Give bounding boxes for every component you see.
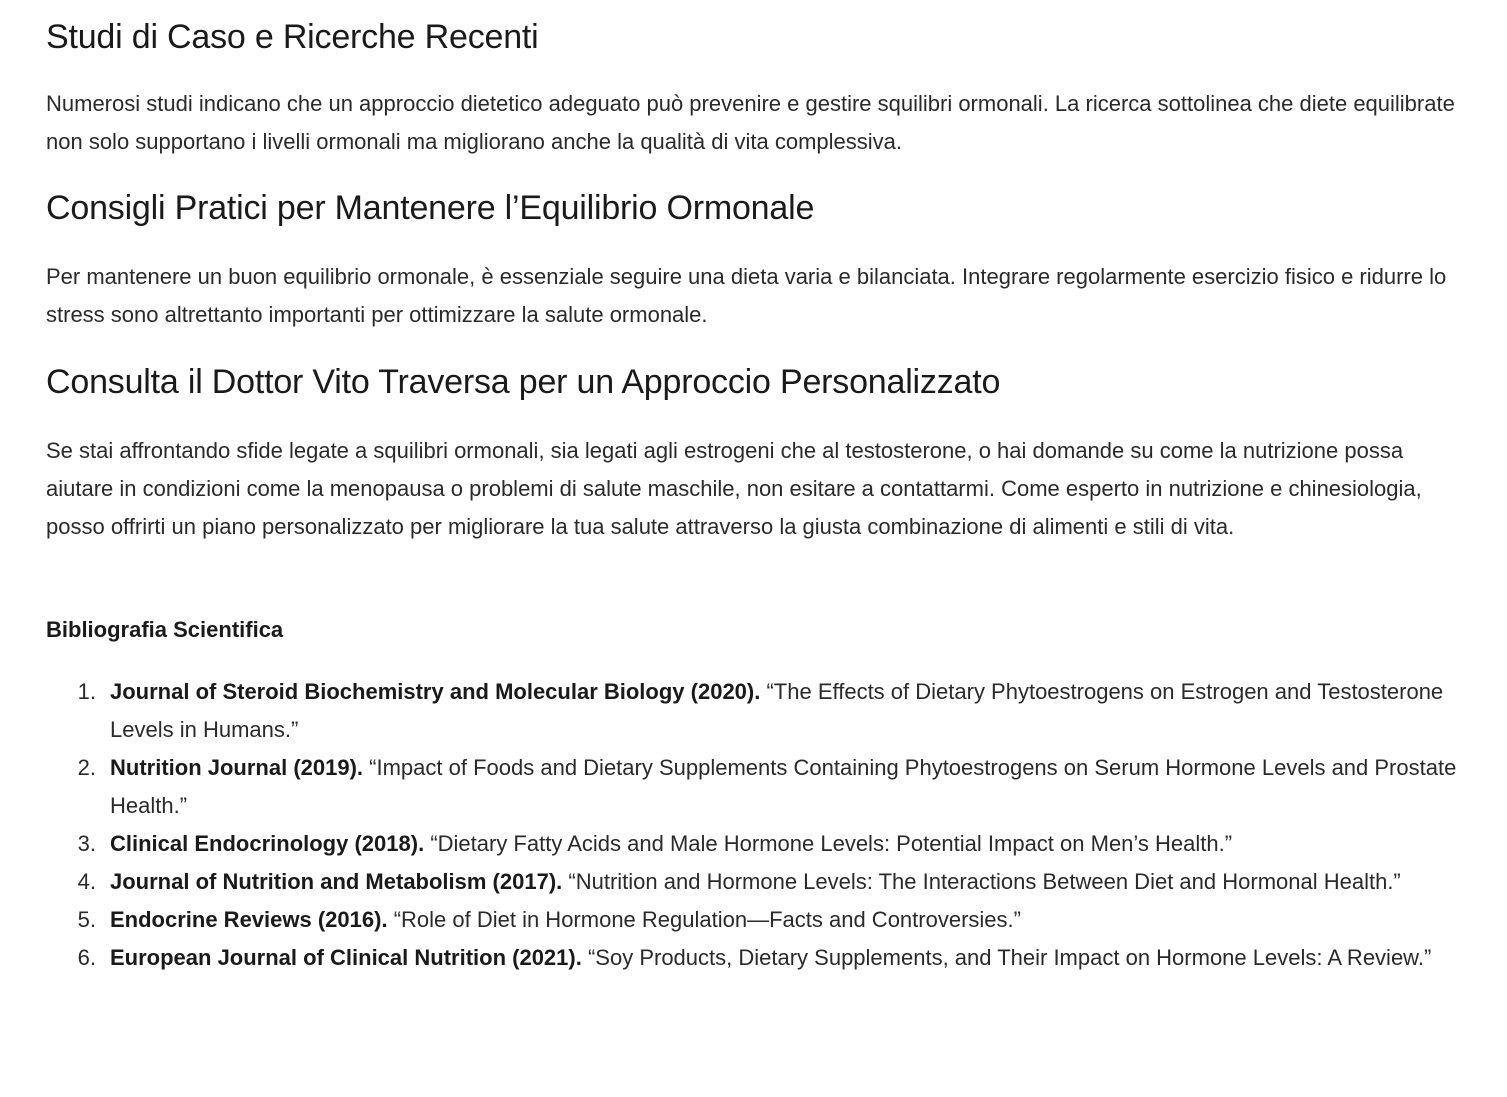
section-heading-case-studies: Studi di Caso e Ricerche Recenti [46, 18, 539, 56]
bibliography-item-number: 2. [77, 755, 96, 780]
section-body-consult-doctor: Se stai affrontando sfide legate a squilibri ormonali, sia legati agli estrogeni che al testosterone, o hai domande su come la nutrizione possa aiutare in condizioni come la menopausa o problemi di salute maschile, non esitare a contattarmi. Come esperto in nutrizione e chinesiologia, posso offrirti un piano personalizzato per migliorare la tua salute attraverso la giusta combinazione di alimenti e stili di vita. [46, 438, 1422, 539]
bibliography-title: Bibliografia Scientifica [46, 617, 284, 642]
bibliography-item [46, 939, 1467, 977]
bibliography-item-number: 5. [77, 907, 96, 932]
bibliography-item [46, 863, 1467, 901]
bibliography-item-title: “Nutrition and Hormone Levels: The Interactions Between Diet and Hormonal Health.” [568, 869, 1401, 894]
bibliography-item-source: Journal of Steroid Biochemistry and Molecular Biology (2020). [110, 679, 761, 704]
bibliography-item-number: 6. [77, 945, 96, 970]
bibliography-item [46, 825, 1467, 863]
bibliography-item-number: 3. [77, 831, 96, 856]
bibliography-item-source: European Journal of Clinical Nutrition (2021). [110, 945, 582, 970]
bibliography-item-number: 1. [77, 679, 96, 704]
bibliography-item-title: “Dietary Fatty Acids and Male Hormone Levels: Potential Impact on Men’s Health.” [430, 831, 1233, 856]
section-body-practical-tips: Per mantenere un buon equilibrio ormonale, è essenziale seguire una dieta varia e bilanciata. Integrare regolarmente esercizio fisico e ridurre lo stress sono altrettanto importanti per ottimizzare la salute ormonale. [46, 264, 1447, 327]
bibliography-item-source: Clinical Endocrinology (2018). [110, 831, 425, 856]
bibliography-item-title: “Role of Diet in Hormone Regulation—Facts and Controversies.” [393, 907, 1021, 932]
bibliography-item-title: “Soy Products, Dietary Supplements, and Their Impact on Hormone Levels: A Review.” [587, 945, 1432, 970]
section-heading-practical-tips: Consigli Pratici per Mantenere l’Equilibrio Ormonale [46, 189, 815, 227]
bibliography-item-title: “The Effects of Dietary Phytoestrogens on Estrogen and Testosterone Levels in Humans.” [110, 679, 1444, 742]
bibliography-item-source: Endocrine Reviews (2016). [110, 907, 388, 932]
bibliography-item [46, 673, 1467, 749]
bibliography-item-title: “Impact of Foods and Dietary Supplements Containing Phytoestrogens on Serum Hormone Levels and Prostate Health.” [110, 755, 1457, 818]
bibliography-item-source: Nutrition Journal (2019). [110, 755, 364, 780]
bibliography-item [46, 901, 1467, 939]
bibliography-item-number: 4. [77, 869, 96, 894]
bibliography-item [46, 749, 1467, 825]
section-heading-consult-doctor: Consulta il Dottor Vito Traversa per un Approccio Personalizzato [46, 363, 1001, 401]
bibliography-item-source: Journal of Nutrition and Metabolism (2017). [110, 869, 563, 894]
section-body-case-studies: Numerosi studi indicano che un approccio dietetico adeguato può prevenire e gestire squilibri ormonali. La ricerca sottolinea che diete equilibrate non solo supportano i livelli ormonali ma migliorano anche la qualità di vita complessiva. [46, 91, 1455, 154]
bibliography-list [46, 673, 1467, 977]
